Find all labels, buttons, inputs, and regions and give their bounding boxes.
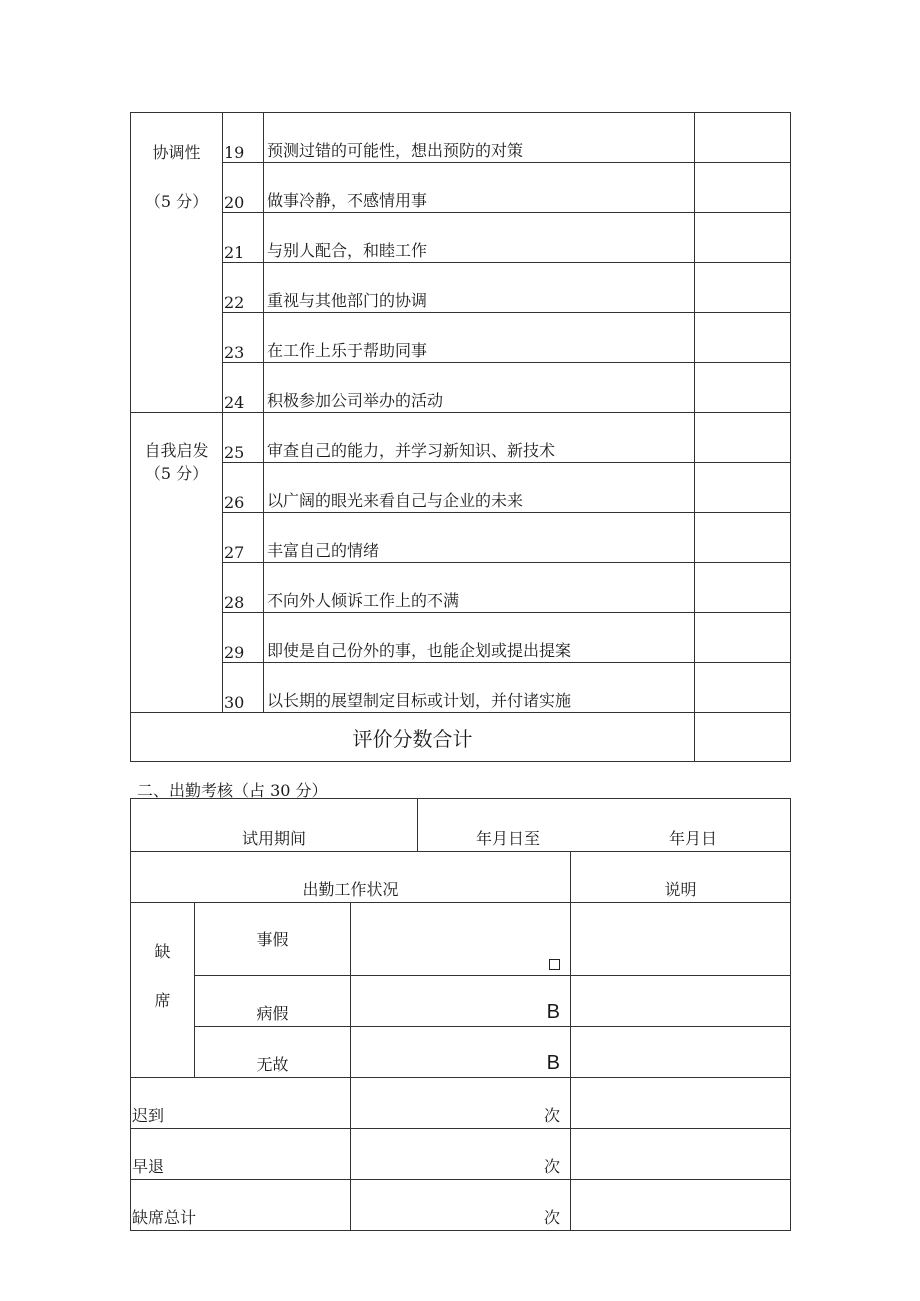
category-points: （5 分） [144,464,209,483]
score-cell[interactable] [695,363,791,413]
period-row [131,799,791,852]
item-number: 25 [223,413,264,463]
item-text: 积极参加公司举办的活动 [264,363,695,413]
table-row [131,363,791,413]
item-text: 与别人配合，和睦工作 [264,213,695,263]
table-row [131,413,791,463]
period-dates[interactable] [418,799,791,852]
evaluation-table [130,112,791,762]
score-cell[interactable] [695,513,791,563]
item-text: 做事冷静，不感情用事 [264,163,695,213]
checkbox-icon[interactable] [549,959,560,970]
note-cell[interactable] [571,1180,791,1231]
score-cell[interactable] [695,413,791,463]
item-text: 审查自己的能力，并学习新知识、新技术 [264,413,695,463]
count-unit[interactable]: 次 [351,1180,571,1231]
item-text: 丰富自己的情绪 [264,513,695,563]
item-number: 23 [223,313,264,363]
leave-value[interactable]: B [351,1027,571,1078]
header-row [131,852,791,903]
table-row [131,463,791,513]
count-unit[interactable]: 次 [351,1129,571,1180]
item-number: 21 [223,213,264,263]
leave-label: 无故 [195,1027,351,1078]
table-row [131,163,791,213]
absence-label [131,903,195,1078]
score-cell[interactable] [695,163,791,213]
absence-char: 席 [154,991,171,1010]
table-row [131,213,791,263]
item-text: 预测过错的可能性，想出预防的对策 [264,113,695,163]
item-number: 27 [223,513,264,563]
table-row [131,113,791,163]
score-cell[interactable] [695,263,791,313]
category-name: 自我启发 [144,441,209,460]
item-text: 在工作上乐于帮助同事 [264,313,695,363]
note-cell[interactable] [571,1129,791,1180]
leave-value[interactable] [351,903,571,976]
period-from: 年月日至 [475,829,540,848]
note-cell[interactable] [571,1078,791,1129]
count-unit[interactable]: 次 [351,1078,571,1129]
item-text: 即使是自己份外的事，也能企划或提出提案 [264,613,695,663]
category-points: （5 分） [144,192,209,211]
status-header: 出勤工作状况 [131,852,571,903]
category-self-development [131,413,223,713]
score-cell[interactable] [695,463,791,513]
note-cell[interactable] [571,976,791,1027]
score-cell[interactable] [695,313,791,363]
score-cell[interactable] [695,213,791,263]
item-number: 20 [223,163,264,213]
item-number: 26 [223,463,264,513]
category-name: 协调性 [152,143,201,162]
absence-char: 缺 [154,942,171,961]
table-row [131,263,791,313]
item-text: 重视与其他部门的协调 [264,263,695,313]
score-cell[interactable] [695,663,791,713]
item-number: 19 [223,113,264,163]
table-row [131,513,791,563]
attendance-table [130,798,791,1231]
item-text: 以广阔的眼光来看自己与企业的未来 [264,463,695,513]
category-coordination [131,113,223,413]
item-text: 以长期的展望制定目标或计划，并付诸实施 [264,663,695,713]
note-cell[interactable] [571,903,791,976]
section-title: 二、出勤考核（占 30 分） [137,781,328,800]
leave-label: 病假 [195,976,351,1027]
item-number: 28 [223,563,264,613]
item-number: 30 [223,663,264,713]
leave-value[interactable]: B [351,976,571,1027]
period-to: 年月日 [668,829,717,848]
count-label: 迟到 [131,1078,351,1129]
table-row [131,663,791,713]
note-header: 说明 [571,852,791,903]
table-row [131,1027,791,1078]
item-number: 22 [223,263,264,313]
score-cell[interactable] [695,613,791,663]
table-row [131,613,791,663]
period-label: 试用期间 [131,799,418,852]
table-row [131,563,791,613]
count-label: 缺席总计 [131,1180,351,1231]
score-cell[interactable] [695,563,791,613]
total-score-cell[interactable] [695,713,791,762]
table-row [131,903,791,976]
note-cell[interactable] [571,1027,791,1078]
table-row [131,313,791,363]
table-row [131,1180,791,1231]
item-number: 29 [223,613,264,663]
table-row [131,1129,791,1180]
leave-label: 事假 [195,903,351,976]
total-label: 评价分数合计 [131,713,695,762]
item-number: 24 [223,363,264,413]
score-cell[interactable] [695,113,791,163]
total-row [131,713,791,762]
table-row [131,976,791,1027]
item-text: 不向外人倾诉工作上的不满 [264,563,695,613]
count-label: 早退 [131,1129,351,1180]
table-row [131,1078,791,1129]
